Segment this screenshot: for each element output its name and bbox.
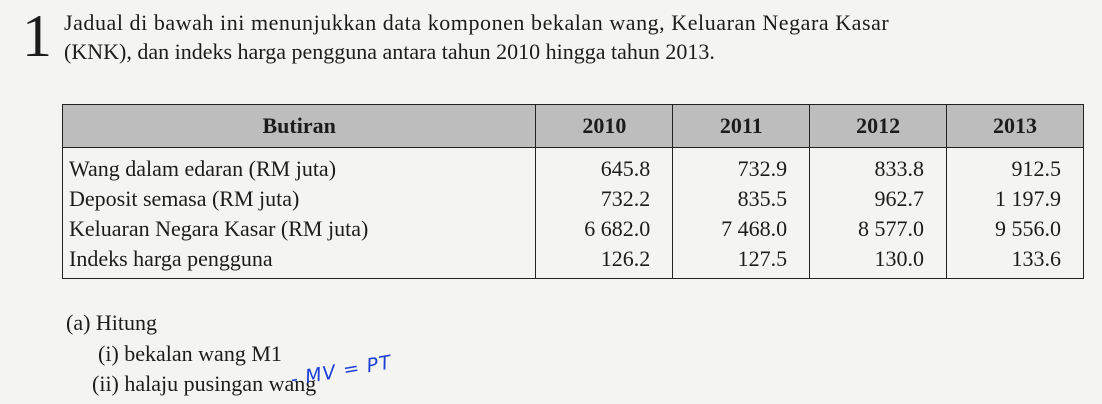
table-row: [63, 184, 1084, 214]
question-intro: [64, 8, 1084, 66]
table-cell: 9 556.0: [947, 214, 1084, 244]
row-label: Wang dalam edaran (RM juta): [63, 148, 536, 185]
table-cell: 732.9: [673, 148, 810, 185]
table-cell: 8 577.0: [810, 214, 947, 244]
table-cell: 1 197.9: [947, 184, 1084, 214]
intro-line-1: Jadual di bawah ini menunjukkan data komponen bekalan wang, Keluaran Negara Kasar: [64, 10, 890, 35]
header-2011: 2011: [673, 105, 810, 148]
row-label: Deposit semasa (RM juta): [63, 184, 536, 214]
table-cell: 833.8: [810, 148, 947, 185]
table-cell: 962.7: [810, 184, 947, 214]
table-row: [63, 148, 1084, 185]
part-a-ii: (ii) halaju pusingan wang: [92, 371, 317, 396]
table-cell: 6 682.0: [536, 214, 673, 244]
row-label: Indeks harga pengguna: [63, 244, 536, 279]
data-table: [62, 104, 1084, 279]
table-cell: 127.5: [673, 244, 810, 279]
table-row: [63, 244, 1084, 279]
table-cell: 133.6: [947, 244, 1084, 279]
table-cell: 732.2: [536, 184, 673, 214]
header-butiran: Butiran: [63, 105, 536, 148]
table-row: [63, 214, 1084, 244]
intro-line-2: (KNK), dan indeks harga pengguna antara tahun 2010 hingga tahun 2013.: [64, 39, 715, 64]
header-2013: 2013: [947, 105, 1084, 148]
table-cell: 835.5: [673, 184, 810, 214]
table-cell: 130.0: [810, 244, 947, 279]
handwritten-annotation: - MV = PT: [288, 351, 394, 391]
table-cell: 645.8: [536, 148, 673, 185]
header-2012: 2012: [810, 105, 947, 148]
table-cell: 126.2: [536, 244, 673, 279]
table-cell: 7 468.0: [673, 214, 810, 244]
question-number: 1: [22, 3, 52, 69]
part-a-i: (i) bekalan wang M1: [98, 341, 282, 366]
part-a-label: (a) Hitung: [66, 310, 158, 335]
table-cell: 912.5: [947, 148, 1084, 185]
header-2010: 2010: [536, 105, 673, 148]
table-header-row: [63, 105, 1084, 148]
row-label: Keluaran Negara Kasar (RM juta): [63, 214, 536, 244]
